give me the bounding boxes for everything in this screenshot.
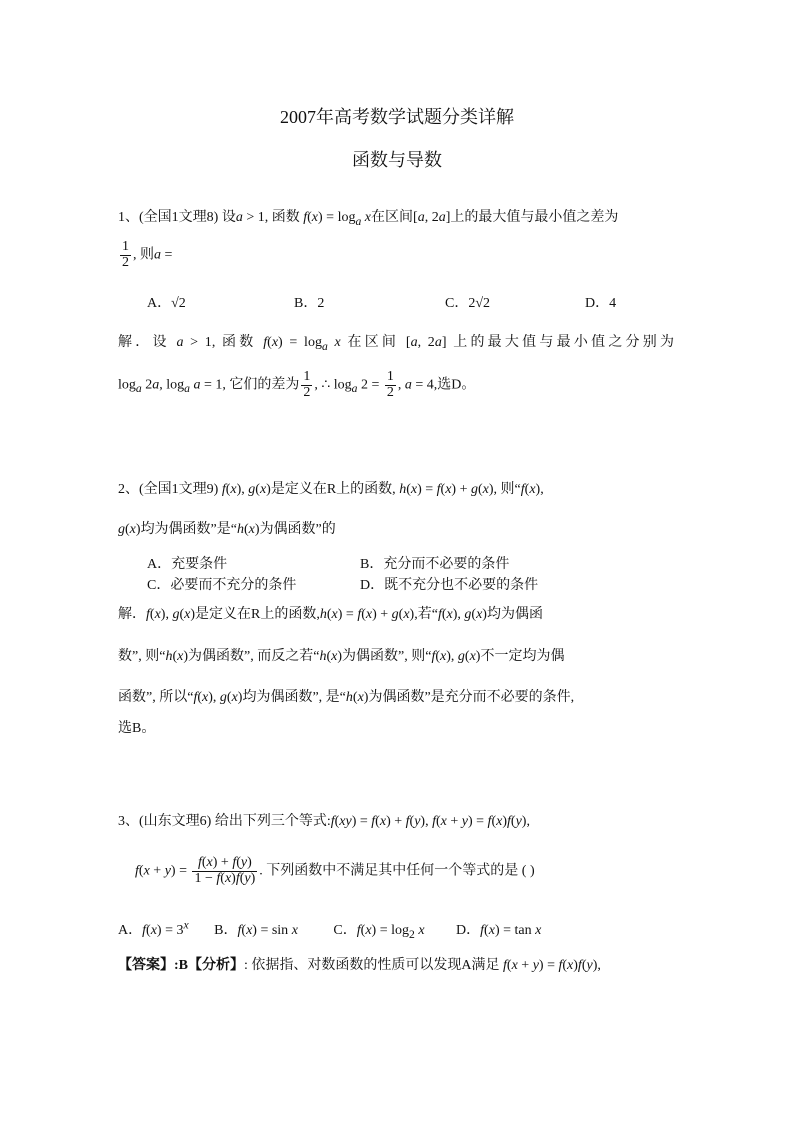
question-2-option-d: D．既不充分也不必要的条件: [360, 578, 539, 593]
question-1-solution-line-1: 解．设 a > 1, 函数 $f(x) = \log_a x$ 在区间 [a, 2a] 上的最大值与最小值之分别为: [118, 335, 675, 353]
question-3-line-1: 3、(山东文理6) 给出下列三个等式:f(xy) = f(x) + f(y), f(x + y) = f(x)f(y),: [118, 814, 530, 829]
question-3-option-a: A．$f(x) = 3^x$: [118, 918, 189, 938]
question-1-option-b: B．2: [294, 296, 325, 311]
question-2-option-a: A．充要条件: [147, 557, 228, 572]
question-2-solution-line-1: 解．f(x), g(x)是定义在R上的函数,h(x) = f(x) + g(x),若“f(x), g(x)均为偶函: [118, 607, 543, 622]
question-2-line-2: g(x)均为偶函数”是“h(x)为偶函数”的: [118, 522, 336, 537]
question-1-line-1: 1、(全国1文理8) 设a > 1, 函数 $f(x) = \log_a x$在区间[a, 2a]上的最大值与最小值之差为: [118, 210, 619, 228]
question-2-option-b: B．充分而不必要的条件: [360, 557, 510, 572]
question-1-solution-line-2: $\log_a 2a$, $\log_a a = 1$, 它们的差为 $\frac{1}{2}$ , ∴ $\log_a 2$ = $\frac{1}{2}$ , a = 4,选D。: [118, 369, 476, 400]
question-3-line-2: f(x + y) = $\frac{f(x) + f(y)}{1 - f(x)f(y)}$ . 下列函数中不满足其中任何一个等式的是 ( ): [135, 855, 535, 886]
question-1-line-2: $\frac{1}{2}$ , 则a =: [122, 239, 173, 270]
question-2-solution-line-4: 选B。: [118, 721, 156, 736]
question-2-option-c: C．必要而不充分的条件: [147, 578, 297, 593]
question-3-options: [118, 918, 541, 941]
question-1-option-c: C．2√2: [445, 296, 491, 311]
page-title: 2007年高考数学试题分类详解: [280, 107, 514, 127]
question-2-solution-line-3: 函数”, 所以“f(x), g(x)均为偶函数”, 是“h(x)为偶函数”是充分而不必要的条件,: [118, 690, 575, 705]
question-3-answer: 【答案】:B【分析】: 依据指、对数函数的性质可以发现A满足 f(x + y) = f(x)f(y),: [118, 958, 601, 973]
question-1-option-a: A．√2: [147, 296, 186, 311]
question-3-option-d: D．f(x) = tan x: [456, 922, 542, 938]
question-1-option-d: D．4: [585, 296, 617, 311]
question-3-option-c: C．$f(x) = \log_2 x$: [333, 922, 425, 941]
question-3-option-b: B．f(x) = sin x: [214, 922, 298, 938]
question-2-line-1: 2、(全国1文理9) f(x), g(x)是定义在R上的函数, h(x) = f(x) + g(x), 则“f(x),: [118, 482, 544, 497]
question-2-solution-line-2: 数”, 则“h(x)为偶函数”, 而反之若“h(x)为偶函数”, 则“f(x), g(x)不一定均为偶: [118, 649, 565, 664]
page-subtitle: 函数与导数: [352, 150, 442, 170]
